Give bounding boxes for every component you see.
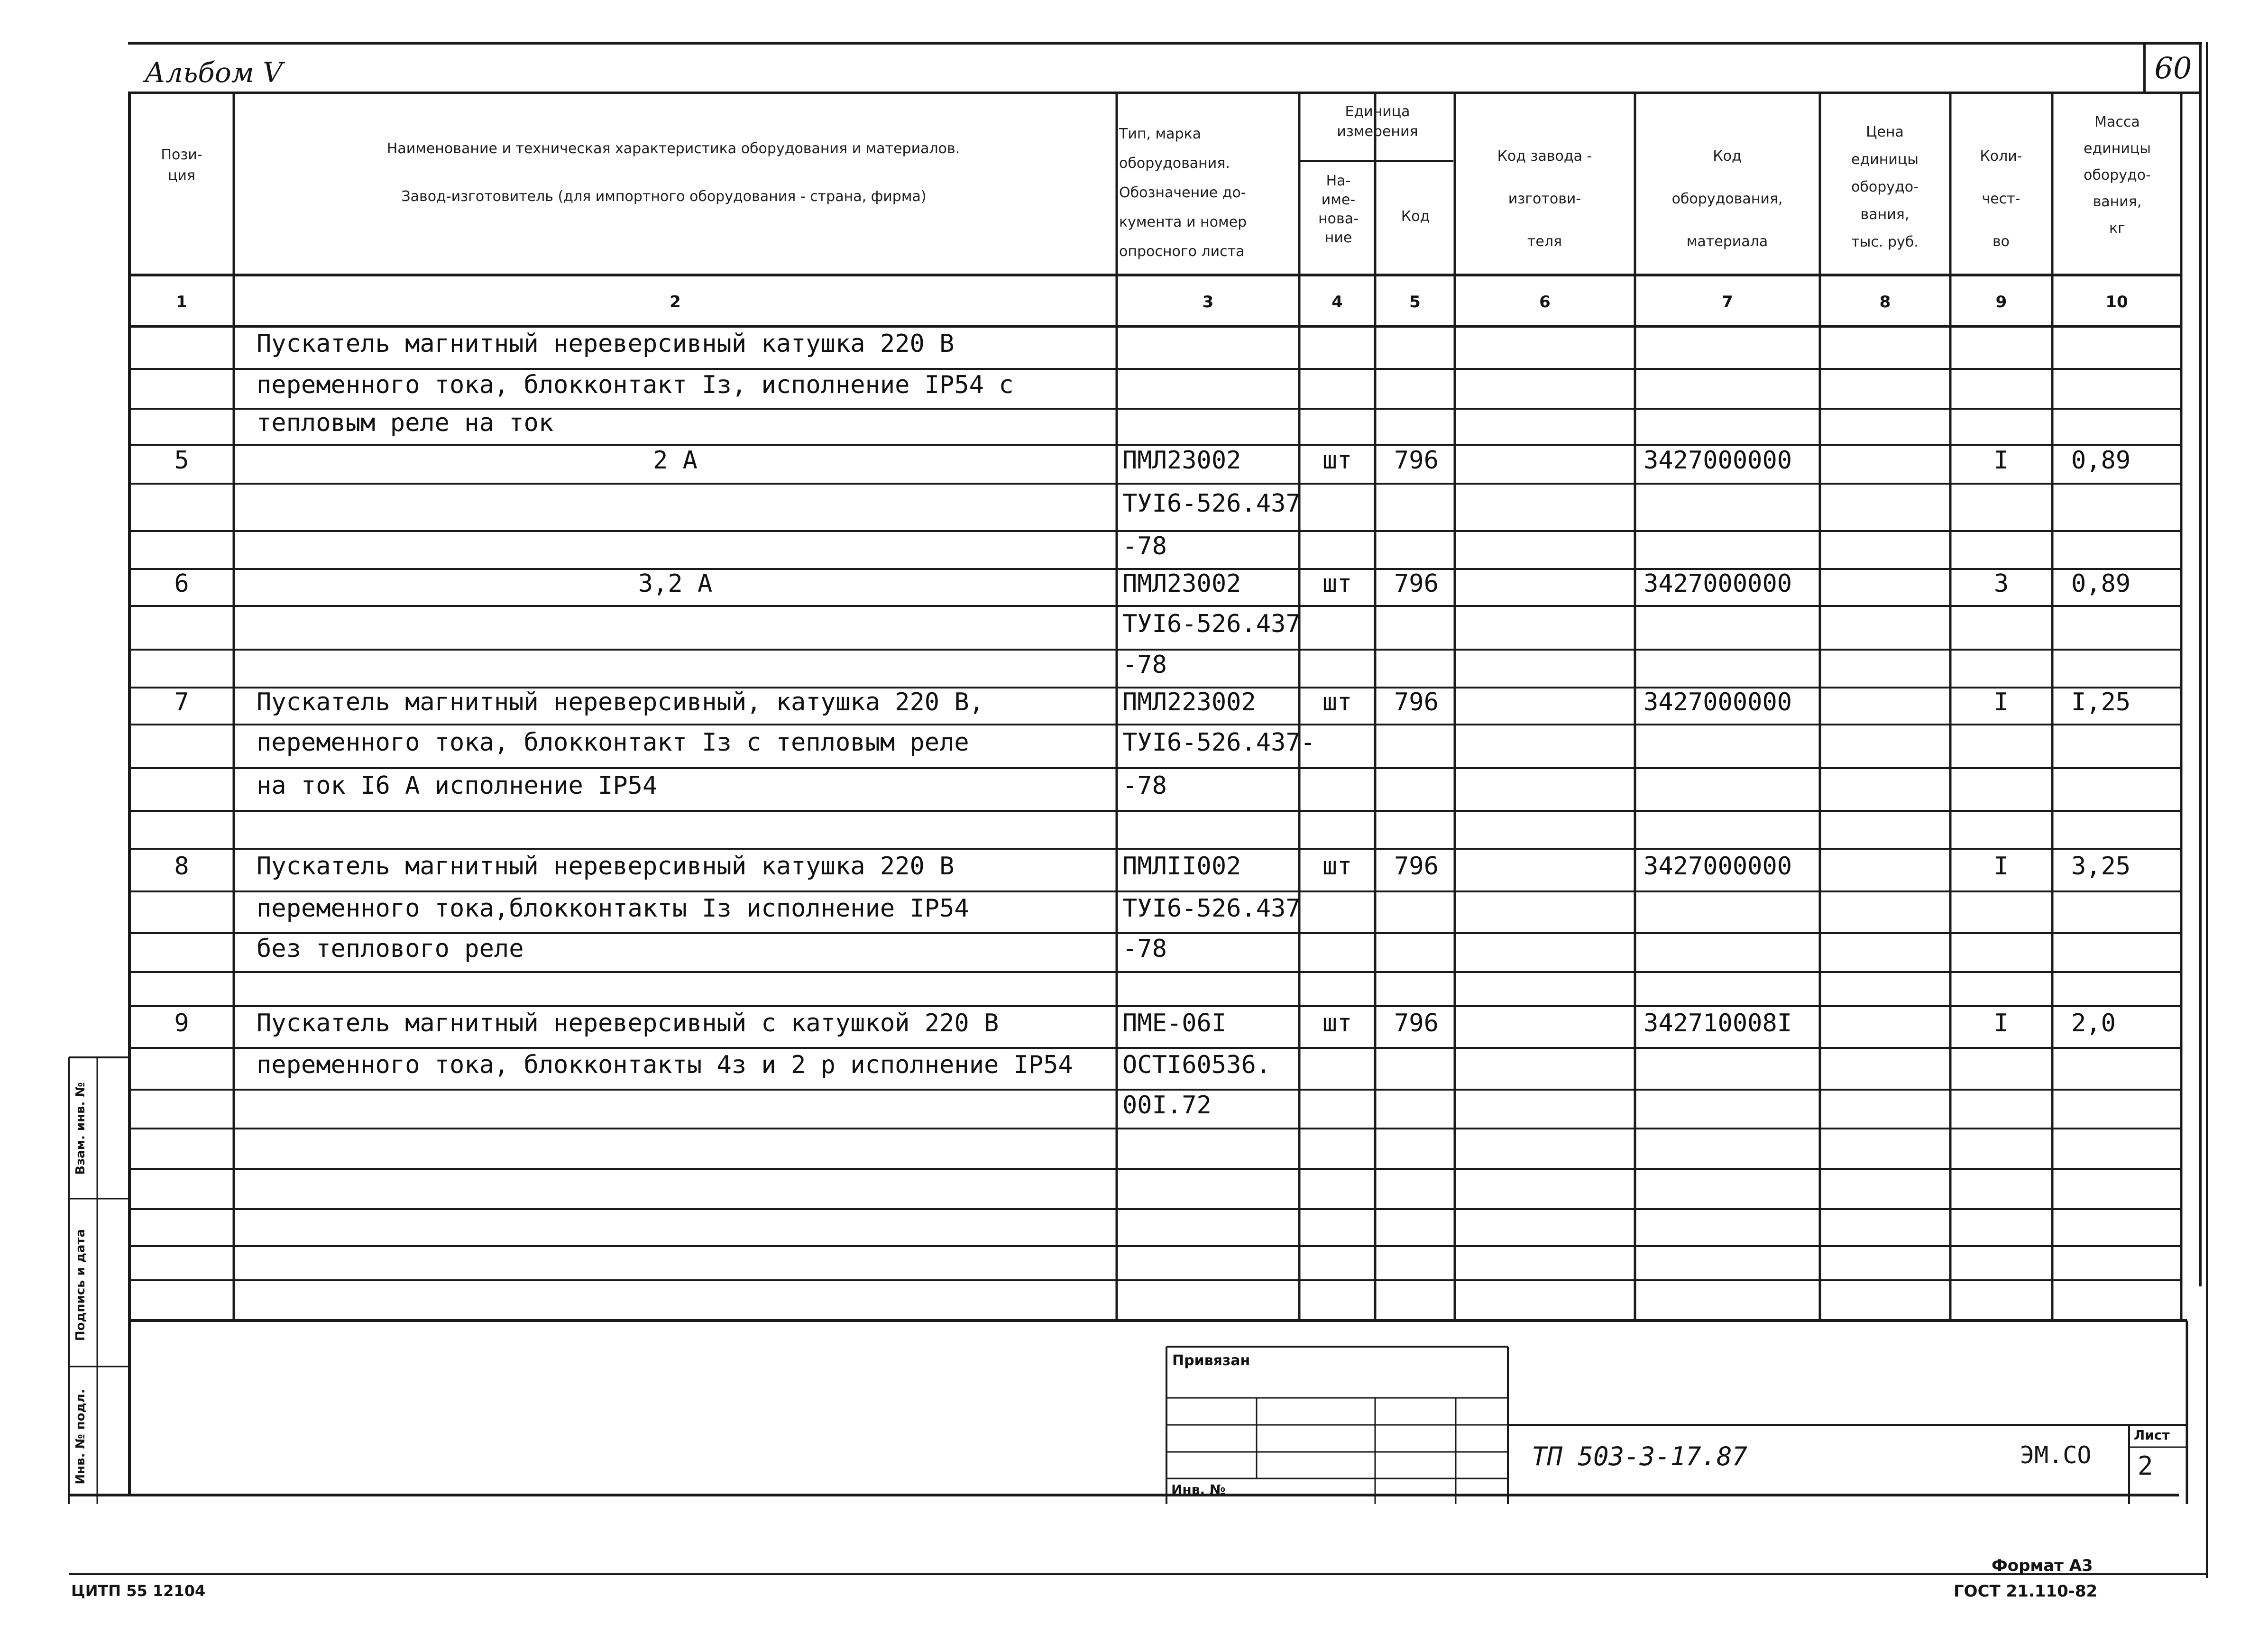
type-cell: ОСТI60536. (1122, 1051, 1271, 1079)
name-cell: Пускатель магнитный нереверсивный с катушкой 220 В (257, 1009, 999, 1037)
header-unit-mass: Масса единицы оборудо- вания, кг (2084, 114, 2151, 237)
unit-code-cell: 796 (1394, 569, 1439, 598)
mass-cell: 3,25 (2071, 852, 2131, 881)
unit-name-cell: шт (1322, 569, 1352, 598)
name-cell: без теплового реле (257, 935, 524, 963)
stamp-inv-original: Инв. № подл. (73, 1389, 88, 1485)
header-position: Пози- ция (161, 147, 202, 184)
unit-name-cell: шт (1322, 1009, 1352, 1037)
type-cell: ПМЛ23002 (1122, 446, 1241, 475)
equipment-code-cell: 3427000000 (1644, 569, 1792, 598)
type-cell: ПМЛII002 (1122, 852, 1241, 881)
position-cell: 5 (174, 446, 189, 475)
page-number: 60 (2154, 51, 2192, 85)
equipment-code-cell: 3427000000 (1644, 446, 1792, 475)
privyazan-label: Привязан (1172, 1352, 1250, 1369)
footer-format: Формат А3 (1992, 1556, 2093, 1575)
header-equipment-code: Код оборудования, материала (1671, 148, 1783, 250)
header-unit-group: Единица измерения (1337, 103, 1418, 140)
name-cell: 3,2 А (638, 569, 713, 598)
type-cell: ТУI6-526.437 (1122, 489, 1301, 518)
name-cell: Пускатель магнитный нереверсивный катушка 220 В (257, 330, 955, 358)
header-name-line1: Наименование и техническая характеристика оборудования и материалов. (386, 140, 960, 157)
type-cell: 00I.72 (1122, 1091, 1212, 1120)
inv-no-label: Инв. № (1171, 1482, 1226, 1497)
type-cell: ТУI6-526.437 (1122, 894, 1301, 923)
equipment-code-cell: 3427000000 (1644, 852, 1792, 881)
footer-left-code: ЦИТП 55 12104 (71, 1582, 206, 1600)
header-quantity: Коли- чест- во (1980, 148, 2022, 250)
mass-cell: 0,89 (2071, 569, 2131, 598)
sheet-label: Лист (2134, 1427, 2170, 1443)
equipment-code-cell: 342710008I (1644, 1009, 1792, 1037)
column-number: 7 (1722, 293, 1733, 312)
unit-code-cell: 796 (1394, 446, 1439, 475)
document-mark: ЭМ.СО (2020, 1441, 2092, 1469)
type-cell: ПМЛ223002 (1122, 688, 1256, 716)
unit-name-cell: шт (1322, 688, 1352, 716)
column-number: 8 (1879, 293, 1891, 312)
header-unit-code: Код (1401, 208, 1430, 225)
unit-name-cell: шт (1322, 446, 1352, 475)
stamp-signature-date: Подпись и дата (73, 1229, 88, 1341)
unit-name-cell: шт (1322, 852, 1352, 881)
type-cell: -78 (1122, 771, 1167, 800)
quantity-cell: I (1993, 852, 2009, 881)
name-cell: переменного тока, блокконтакт Iз с тепловым реле (257, 728, 969, 757)
quantity-cell: I (1993, 446, 2009, 475)
column-number: 9 (1995, 293, 2007, 312)
name-cell: переменного тока, блокконтакт Iз, исполнение IP54 с (257, 371, 1014, 399)
column-number: 2 (670, 293, 681, 312)
column-number: 6 (1539, 293, 1551, 312)
position-cell: 6 (174, 569, 189, 598)
name-cell: переменного тока, блокконтакты 4з и 2 р исполнение IP54 (257, 1051, 1073, 1079)
unit-code-cell: 796 (1394, 852, 1439, 881)
header-unit-price: Цена единицы оборудо- вания, тыс. руб. (1851, 124, 1919, 250)
position-cell: 9 (174, 1009, 189, 1037)
name-cell: 2 А (653, 446, 698, 475)
position-cell: 7 (174, 688, 189, 716)
name-cell: Пускатель магнитный нереверсивный катушка 220 В (257, 852, 955, 881)
name-cell: на ток I6 А исполнение IP54 (257, 771, 658, 800)
name-cell: тепловым реле на ток (257, 409, 554, 437)
unit-code-cell: 796 (1394, 1009, 1439, 1037)
footer-gost: ГОСТ 21.110-82 (1954, 1582, 2098, 1601)
document-code: ТП 503-3-17.87 (1532, 1441, 1748, 1471)
type-cell: -78 (1122, 935, 1167, 963)
sheet-number: 2 (2138, 1451, 2153, 1481)
header-type: Тип, марка оборудования. Обозначение до- кумента и номер опросного листа (1119, 126, 1247, 260)
name-cell: переменного тока,блокконтакты Iз исполнение IP54 (257, 894, 969, 923)
quantity-cell: I (1993, 1009, 2009, 1037)
album-label: Альбом V (145, 56, 283, 89)
type-cell: ПМЛ23002 (1122, 569, 1241, 598)
column-number: 4 (1331, 293, 1343, 312)
column-number: 1 (176, 293, 187, 312)
header-name-line2: Завод-изготовитель (для импортного оборудования - страна, фирма) (401, 188, 927, 205)
position-cell: 8 (174, 852, 189, 881)
type-cell: ПМЕ-06I (1122, 1009, 1227, 1037)
mass-cell: 2,0 (2071, 1009, 2116, 1037)
quantity-cell: 3 (1993, 569, 2009, 598)
name-cell: Пускатель магнитный нереверсивный, катушка 220 В, (257, 688, 984, 716)
stamp-replaced-inv: Взам. инв. № (73, 1082, 88, 1175)
unit-code-cell: 796 (1394, 688, 1439, 716)
type-cell: ТУI6-526.437- (1122, 728, 1315, 757)
header-manufacturer-code: Код завода - изготови- теля (1497, 148, 1592, 250)
mass-cell: 0,89 (2071, 446, 2131, 475)
header-unit-name: На- име- нова- ние (1318, 173, 1359, 246)
column-number: 3 (1202, 293, 1214, 312)
type-cell: ТУI6-526.437 (1122, 610, 1301, 638)
quantity-cell: I (1993, 688, 2009, 716)
equipment-code-cell: 3427000000 (1644, 688, 1792, 716)
mass-cell: I,25 (2071, 688, 2131, 716)
column-number: 10 (2105, 293, 2128, 312)
type-cell: -78 (1122, 532, 1167, 560)
column-number: 5 (1409, 293, 1421, 312)
type-cell: -78 (1122, 651, 1167, 679)
